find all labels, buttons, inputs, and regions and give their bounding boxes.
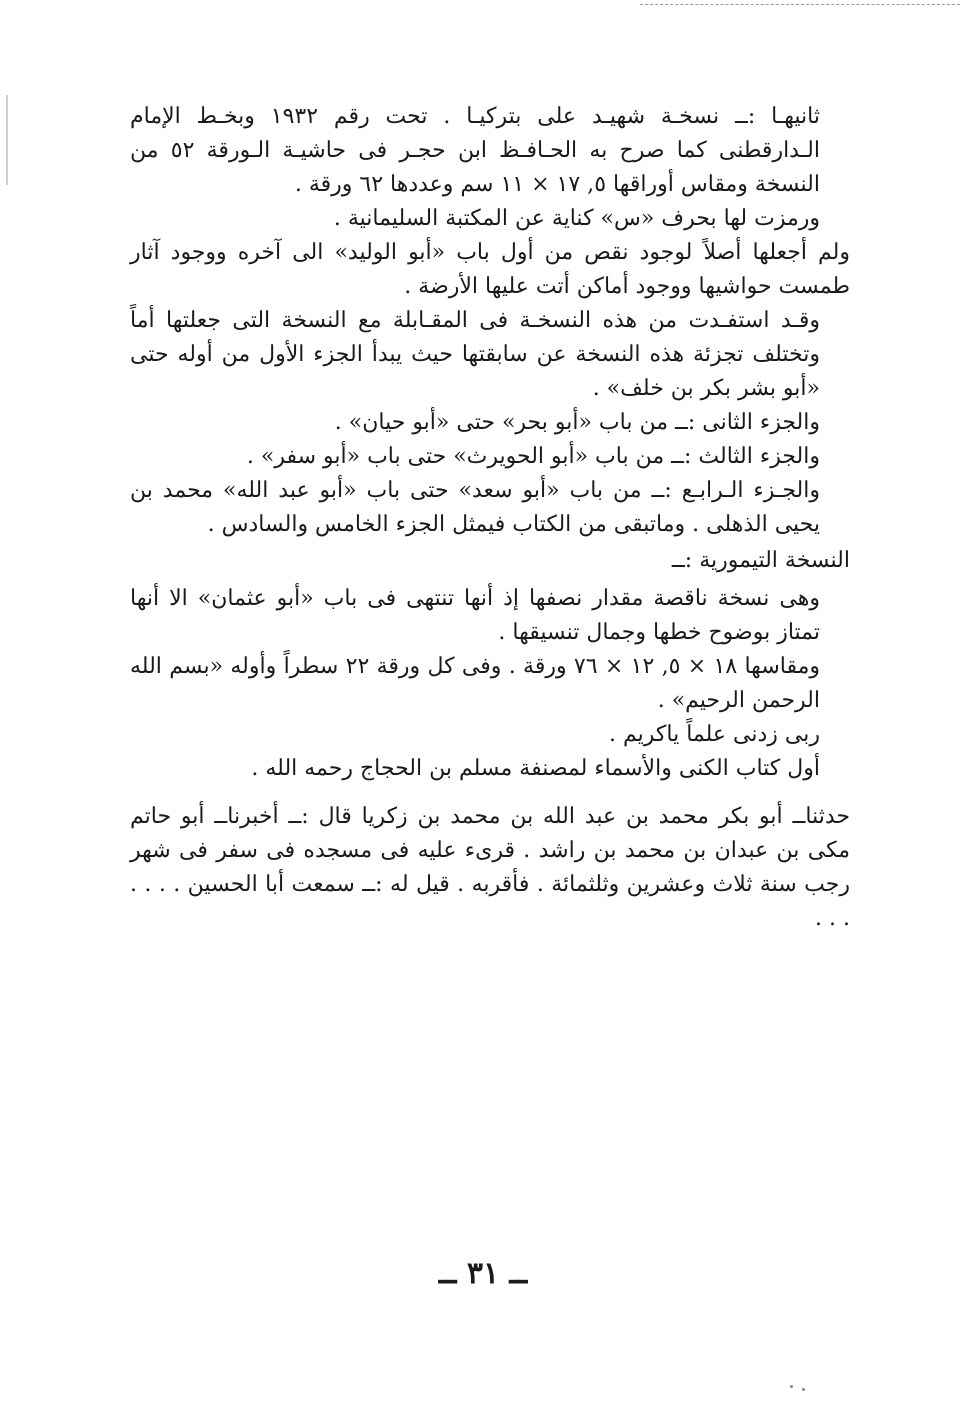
- paragraph-part-three: والجزء الثالث :ــ من باب «أبو الحويرث» حتى باب «أبو سفر» .: [246, 444, 820, 469]
- section-heading-taymuriyya: النسخة التيمورية :ــ: [671, 548, 850, 573]
- document-body: [130, 100, 850, 936]
- paragraph-benefit: وقـد استفـدت من هذه النسخـة فى المقـابلة مع النسخة التى جعلتها أماً وتختلف تجزئة هذه النسخة عن سابقتها حيث يبدأ الجزء الأول من أوله حتى «أبو بشر بكر بن خلف» .: [130, 308, 821, 401]
- paragraph-part-two: والجزء الثانى :ــ من باب «أبو بحر» حتى «أبو حيان» .: [334, 410, 820, 435]
- paragraph-book-start: أول كتاب الكنى والأسماء لمصنفة مسلم بن الحجاج رحمه الله .: [251, 756, 820, 781]
- paragraph-isnad: حدثناــ أبو بكر محمد بن عبد الله بن محمد بن زكريا قال :ــ أخبرناــ أبو حاتم مكى بن عبدان بن محمد بن راشد . قرىء عليه فى مسجده فى سفر فى شهر رجب سنة ثلاث وعشرين وثلثمائة . فأقربه . قيل له :ــ سمعت أبا الحسين . . . . . . .: [130, 804, 850, 931]
- page-number: ــ ٣١ ــ: [438, 1256, 528, 1291]
- scan-speck: [802, 1388, 805, 1391]
- paragraph-not-original: ولم أجعلها أصلاً لوجود نقص من أول باب «أبو الوليد» الى آخره ووجود آثار طمست حواشيها ووجود أماكن أتت عليها الأرضة .: [130, 240, 850, 299]
- scan-border-line: [640, 4, 960, 5]
- paragraph-dimensions: ومقاسها ١٨ × ٥, ١٢ × ٧٦ ورقة . وفى كل ورقة ٢٢ سطراً وأوله «بسم الله الرحمن الرحيم» .: [130, 654, 820, 713]
- paragraph-manuscript-shahid: ثانيهـا :ــ نسخـة شهيـد على بتركيـا . تحت رقم ١٩٣٢ وبخـط الإمام الـدارقطنى كما صرح به الحـافـظ ابن حجـر فى حاشيـة الـورقة ٥٢ من النسخة ومقاس أوراقها ٥, ١٧ × ١١ سم وعددها ٦٢ ورقة .: [130, 104, 821, 197]
- paragraph-prayer: ربى زدنى علماً ياكريم .: [609, 722, 820, 747]
- paragraph-part-four: والجـزء الـرابـع :ــ من باب «أبو سعد» حتى باب «أبو عبد الله» محمد بن يحيى الذهلى . وماتبقى من الكتاب فيمثل الجزء الخامس والسادس .: [130, 478, 820, 537]
- paragraph-incomplete-copy: وهى نسخة ناقصة مقدار نصفها إذ أنها تنتهى فى باب «أبو عثمان» الا أنها تمتاز بوضوح خطها وجمال تنسيقها .: [130, 586, 820, 645]
- paragraph-symbol-sin: ورمزت لها بحرف «س» كناية عن المكتبة السليمانية .: [333, 206, 820, 231]
- scan-margin-mark: [6, 95, 8, 185]
- scan-speck: [790, 1385, 793, 1388]
